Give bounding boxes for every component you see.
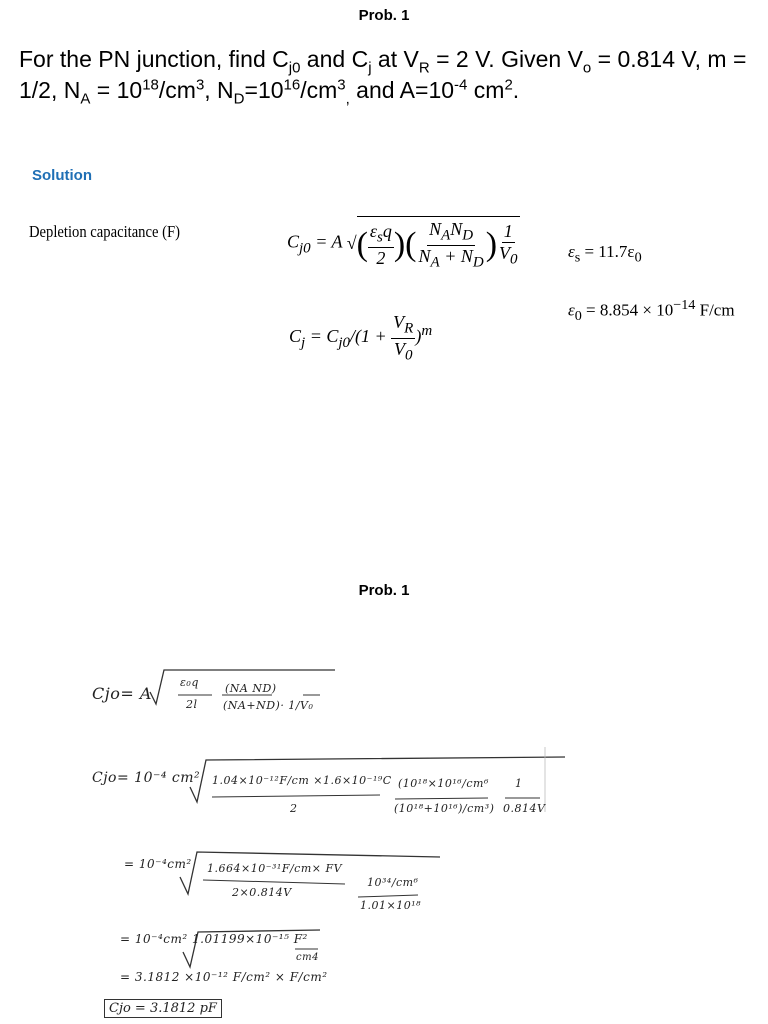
eps-0-constant: $\varepsilon_0 = 8.854 \times 10^{-14}$ F/cm — [568, 297, 735, 325]
hw-l3-num: 1.664×10⁻³¹F/cm× FV — [207, 862, 343, 875]
hw-frac-1: ε₀q — [180, 676, 199, 689]
cj0-prefix-2: Cjo= 10⁻⁴ cm² — [92, 770, 201, 786]
hw-l2-one: 1 — [515, 777, 523, 790]
hw-frac-2: 2l — [186, 698, 198, 711]
solution-label: Solution — [32, 167, 92, 184]
problem-title: Prob. 1 — [358, 7, 410, 24]
hw-l2-num: 1.04×10⁻¹²F/cm ×1.6×10⁻¹⁹C — [212, 774, 392, 787]
hw-l2-num2: (10¹⁸×10¹⁶/cm⁶ — [398, 777, 489, 790]
result-box: Cjo = 3.1812 pF — [104, 999, 222, 1018]
hw-l2-den: 2 — [290, 802, 298, 815]
hw-l3-prefix: = 10⁻⁴cm² — [124, 857, 192, 871]
eps-s-constant: $\varepsilon_s = 11.7\varepsilon_0$ — [568, 242, 642, 266]
depletion-capacitance-label: Depletion capacitance (F) — [29, 222, 180, 241]
hw-l5: = 3.1812 ×10⁻¹² F/cm² × F/cm² — [120, 970, 328, 984]
problem-title-2: Prob. 1 — [358, 582, 410, 599]
hw-l2-den2: (10¹⁸+10¹⁶)/cm³) — [394, 802, 495, 815]
hw-l2-v: 0.814V — [503, 802, 546, 815]
hw-l3-num2: 10³⁴/cm⁶ — [367, 876, 419, 889]
constants-block — [568, 228, 735, 340]
handwriting-strokes — [0, 512, 768, 1024]
problem-statement: For the PN junction, find $C_{j0}$ and $C_j$ at $V_R = 2$ V. Given $V_o = 0.814$ V, m = 1/2, $N_A = 10^{18}/cm^3$, $N_D=10^{16}/cm^3_,$ and $A=10^{-4}$ $cm^2$. — [19, 46, 747, 108]
cj-equation: $C_j = C_{j0}/(1$ + $\frac{V_R}{V_0}$ )$^m$ — [289, 312, 433, 364]
cj0-equation: $C_{j0} = A$ √( $\frac{\varepsilon_sq}{2}$ )( $\frac{N_AN_D}{N_A + N_D}$ ) $\frac{1}{V_0}$ — [287, 216, 520, 271]
hw-l4-den: cm4 — [296, 952, 319, 963]
hw-frac-3: (NA ND) — [225, 682, 277, 695]
slide-bottom — [0, 512, 768, 1024]
hw-l3-den: 2×0.814V — [232, 886, 292, 899]
hw-frac-4: (NA+ND)· 1/V₀ — [223, 699, 314, 712]
hw-l3-den2: 1.01×10¹⁸ — [360, 899, 422, 912]
hw-l4: = 10⁻⁴cm² 1.01199×10⁻¹⁵ F² — [120, 932, 308, 946]
cj0-prefix-1: Cjo= A — [92, 684, 152, 703]
